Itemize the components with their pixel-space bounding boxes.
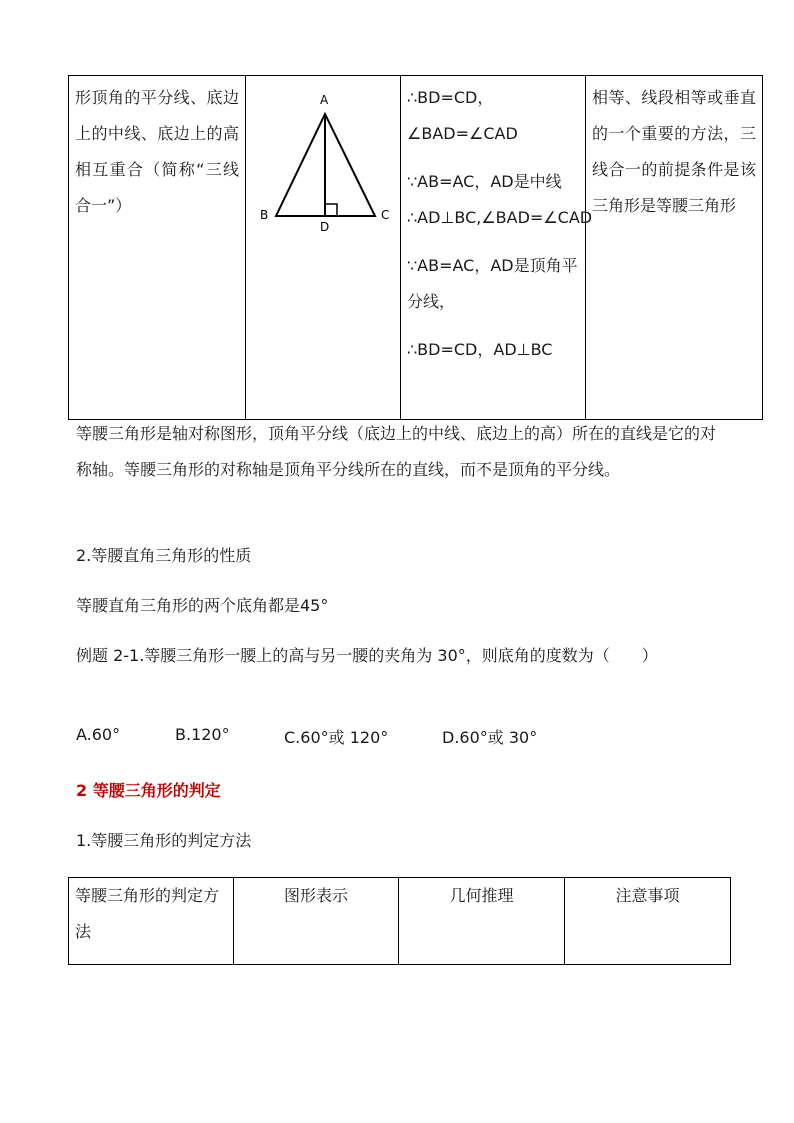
diagram-cell	[246, 76, 401, 420]
header-figure: 图形表示	[234, 878, 399, 965]
right-angle-mark	[325, 204, 337, 216]
option-b: B.120°	[175, 725, 230, 744]
option-d: D.60°或 30°	[442, 728, 538, 747]
label-d: D	[320, 220, 330, 234]
table-row	[69, 76, 763, 420]
method-cell	[69, 76, 246, 420]
reasoning-line: ∵AB=AC，AD是顶角平分线，	[407, 256, 578, 311]
header-reasoning: 几何推理	[399, 878, 565, 965]
label-b: B	[260, 208, 269, 222]
section-2-title: 2.等腰直角三角形的性质	[76, 546, 252, 565]
label-a: A	[320, 93, 329, 107]
judgement-table	[68, 877, 731, 965]
note-text: 相等、线段相等或垂直的一个重要的方法，三线合一的前提条件是该三角形是等腰三角形	[592, 88, 756, 215]
judgement-heading: 2 等腰三角形的判定	[76, 781, 221, 800]
method-text: 形顶角的平分线、底边上的中线、底边上的高相互重合（简称“三线合一”）	[75, 88, 239, 215]
judgement-subheading: 1.等腰三角形的判定方法	[76, 831, 252, 850]
section-2-body: 等腰直角三角形的两个底角都是45°	[76, 596, 329, 615]
answer-options	[76, 725, 721, 757]
reasoning-cell	[401, 76, 593, 420]
properties-table	[68, 75, 763, 420]
reasoning-line: ∴BD=CD，∠BAD=∠CAD	[407, 88, 518, 143]
label-c: C	[381, 208, 390, 222]
reasoning-line: ∴BD=CD，AD⊥BC	[407, 340, 553, 359]
header-notes: 注意事项	[565, 878, 731, 965]
header-method: 等腰三角形的判定方法	[69, 878, 234, 965]
axis-paragraph: 等腰三角形是轴对称图形，顶角平分线（底边上的中线、底边上的高）所在的直线是它的对称轴。等腰三角形的对称轴是顶角平分线所在的直线，而不是顶角的平分线。	[76, 424, 717, 479]
option-c: C.60°或 120°	[284, 728, 389, 747]
reasoning-line: ∴AD⊥BC,∠BAD=∠CAD	[407, 208, 593, 227]
table-header-row	[69, 878, 731, 965]
isosceles-triangle-diagram	[246, 76, 400, 234]
option-a: A.60°	[76, 725, 121, 744]
note-cell	[586, 76, 763, 420]
reasoning-line: ∵AB=AC，AD是中线	[407, 172, 562, 191]
example-question: 例题 2-1.等腰三角形一腰上的高与另一腰的夹角为 30°，则底角的度数为（ ）	[76, 646, 658, 665]
